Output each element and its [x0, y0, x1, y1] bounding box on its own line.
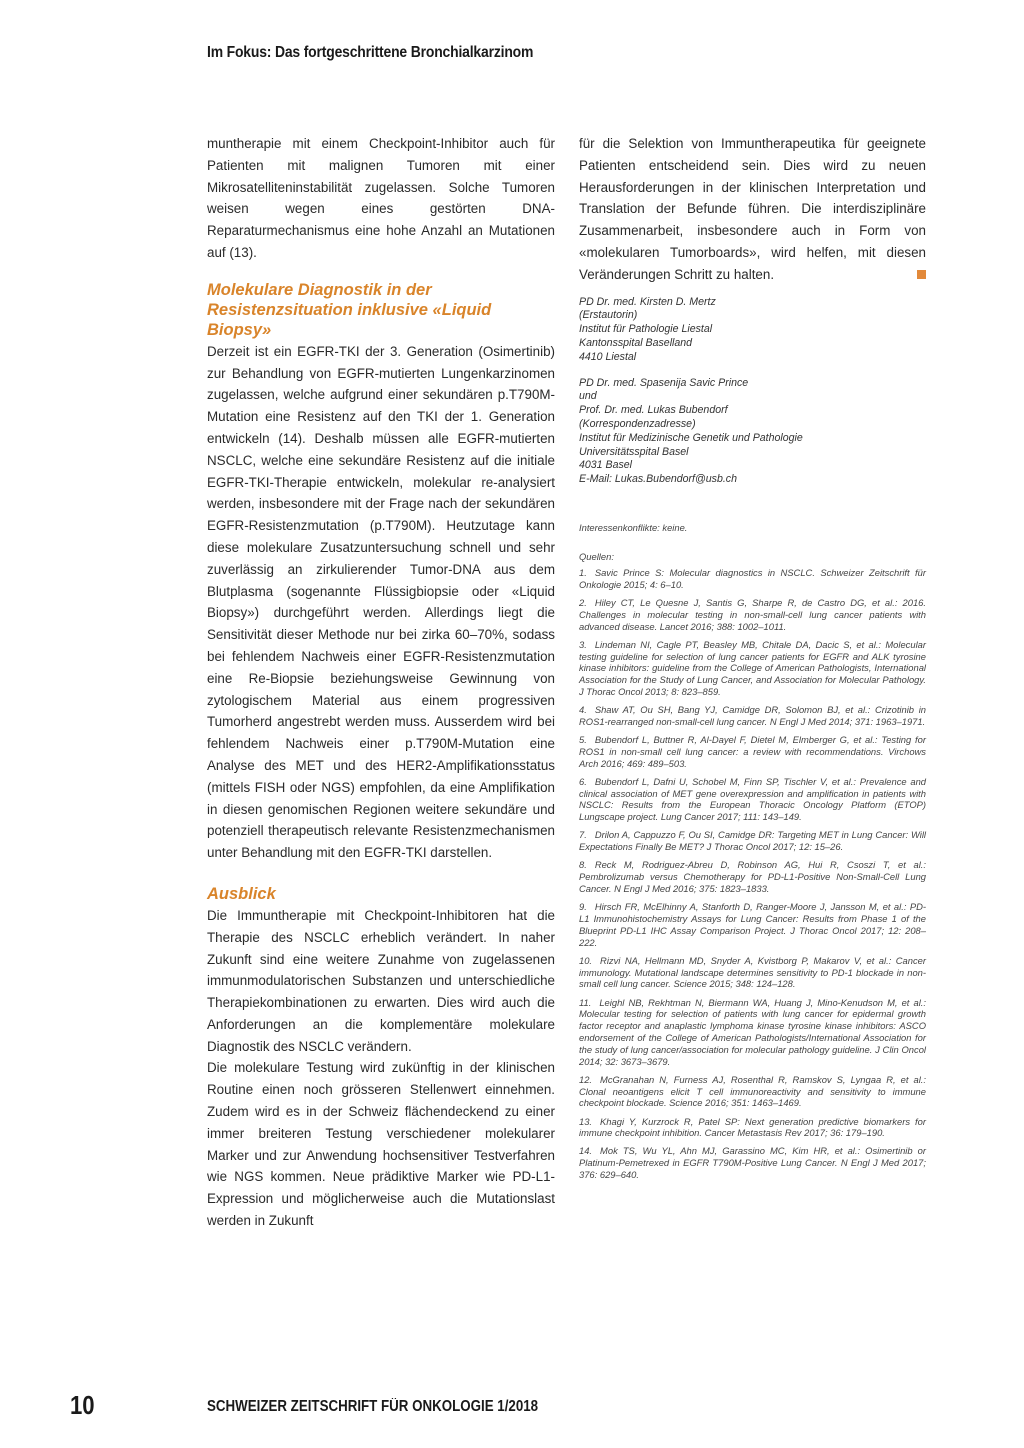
conflict-of-interest: Interessenkonflikte: keine. — [579, 521, 688, 533]
paragraph: Derzeit ist ein EGFR-TKI der 3. Generation (Osimertinib) zur Behandlung von EGFR-mutierten Lungenkarzinomen zugelassen, welche aufgrund einer sekundären p.T790M-Mutation eine Resistenz auf den TKI der 1. Generation entwickeln (14). Deshalb müssen alle EGFR-mutierten NSCLC, welche eine sekundäre Resistenz auf die initiale EGFR-TKI-Therapie entwickeln, molekular re-analysiert werden, insbesondere mit der Frage nach der sekundären EGFR-Resistenzmutation (p.T790M). Heutzutage kann diese molekulare Zusatzuntersuchung schnell und sehr zuverlässig an zirkulierender Tumor-DNA aus dem Blutplasma (sogenannte Flüssigbiopsie oder «Liquid Biopsy») durchgeführt werden. Allerdings liegt die Sensitivität dieser Methode nur bei zirka 60–70%, sodass bei fehlendem Nachweis einer EGFR-Resistenzmutation eine Re-Biopsie beziehungsweise Gewinnung von zytologischem Material aus einem progressiven Tumorherd angestrebt werden muss. Ausserdem wird bei fehlendem Nachweis einer p.T790M-Mutation eine Analyse des MET und des HER2-Amplifikationsstatus (mittels FISH oder NGS) empfohlen, da eine Amplifikation in diesen genomischen Regionen weitere sekundäre und potenziell therapeutisch relevante Resistenzmechanismen unter Behandlung mit den EGFR-TKI darstellen. — [207, 343, 555, 861]
reference-number: 3. — [579, 638, 587, 650]
reference-text: Bubendorf L, Dafni U, Schobel M, Finn SP, Tischler V, et al.: Prevalence and clinical association of MET gene overexpression and amplification in patients with NSCLC: Results from the European Thoracic Oncology Platform (ETOP) Lungscape project. Lung Cancer 2017; 111: 143–149. — [579, 775, 926, 823]
reference-item — [579, 1116, 926, 1140]
reference-number: 12. — [579, 1073, 593, 1085]
reference-number: 7. — [579, 829, 587, 841]
author-line[interactable]: E-Mail: Lukas.Bubendorf@usb.ch — [579, 473, 737, 486]
reference-text: Reck M, Rodriguez-Abreu D, Robinson AG, Hui R, Csoszi T, et al.: Pembrolizumab versus Chemotherapy for PD-L1-Positive Non-Small-Cell Lung Cancer. N Engl J Med 2016; 375: 1823–1833. — [579, 859, 926, 894]
reference-number: 6. — [579, 775, 587, 787]
author-line: Prof. Dr. med. Lukas Bubendorf — [579, 404, 728, 417]
reference-item — [579, 829, 926, 853]
author-line: PD Dr. med. Kirsten D. Mertz — [579, 295, 716, 308]
author-group-2 — [579, 377, 926, 487]
reference-text: Mok TS, Wu YL, Ahn MJ, Garassino MC, Kim HR, et al.: Osimertinib or Platinum-Pemetrexed in EGFR T790M-Positive Lung Cancer. N Engl J Med 2017; 376: 629–640. — [579, 1145, 926, 1181]
author-block — [579, 296, 926, 487]
author-line: 4410 Liestal — [579, 350, 637, 363]
reference-text: Khagi Y, Kurzrock R, Patel SP: Next generation predictive biomarkers for immune checkpoint inhibition. Cancer Metastasis Rev 2017; 36: 179–190. — [579, 1115, 926, 1139]
reference-item — [579, 901, 926, 948]
section-heading-ausblick: Ausblick — [207, 884, 276, 903]
reference-number: 4. — [579, 704, 587, 716]
reference-number: 2. — [579, 596, 587, 608]
reference-item — [579, 734, 926, 769]
paragraph: muntherapie mit einem Checkpoint-Inhibitor auch für Patienten mit malignen Tumoren mit einer Mikrosatelliteninstabilität zugelassen. Solche Tumoren weisen wegen eines gestörten DNA-Reparaturmechanismus eine hohe Anzahl an Mutationen auf (13). — [207, 136, 555, 260]
left-column — [207, 133, 555, 1232]
reference-number: 5. — [579, 734, 587, 746]
reference-item — [579, 955, 926, 990]
section-heading-liquid-biopsy: Molekulare Diagnostik in der Resistenzsituation inklusive «Liquid Biopsy» — [207, 280, 492, 339]
paragraph-end — [579, 133, 926, 286]
paragraph: Die Immuntherapie mit Checkpoint-Inhibitoren hat die Therapie des NSCLC erheblich verändert. In naher Zukunft sind eine weitere Zunahme von zugelassenen immunmodulatorischen Substanzen und unterschiedliche Therapiekombinationen zu erwarten. Dies wird auch die Anforderungen an die komplementäre molekulare Diagnostik des NSCLC verändern. — [207, 907, 555, 1054]
running-title: Im Fokus: Das fortgeschrittene Bronchialkarzinom — [207, 44, 534, 61]
reference-item — [579, 1074, 926, 1109]
reference-item — [579, 704, 926, 728]
reference-text: Drilon A, Cappuzzo F, Ou SI, Camidge DR: Targeting MET in Lung Cancer: Will Expectations Finally Be MET? J Thorac Oncol 2017; 12: 15–26. — [579, 829, 926, 853]
references-list — [579, 567, 926, 1181]
journal-title: SCHWEIZER ZEITSCHRIFT FÜR ONKOLOGIE 1/2018 — [207, 1398, 539, 1415]
reference-item — [579, 997, 926, 1068]
reference-item — [579, 597, 926, 632]
references-title: Quellen: — [579, 550, 614, 562]
reference-item — [579, 567, 926, 591]
reference-text: Rizvi NA, Hellmann MD, Snyder A, Kvistborg P, Makarov V, et al.: Cancer immunology. Mutational landscape determines sensitivity to PD-1 blockade in non-small cell lung cancer. Science 2015; 348: 124–128. — [579, 954, 926, 990]
reference-number: 13. — [579, 1115, 593, 1127]
reference-text: Hirsch FR, McElhinny A, Stanforth D, Ranger-Moore J, Jansson M, et al.: PD-L1 Immunohistochemistry Assays for Lung Cancer: Results from Phase 1 of the Blueprint PD-L1 IHC Assay Comparison Project. J Thorac Oncol 2017; 12: 208–222. — [579, 901, 926, 948]
reference-text: Savic Prince S: Molecular diagnostics in NSCLC. Schweizer Zeitschrift für Onkologie 2015; 4: 6–10. — [579, 566, 926, 590]
end-of-article-square-icon — [917, 270, 926, 279]
right-column — [579, 133, 926, 1187]
author-line: und — [579, 390, 597, 403]
reference-number: 10. — [579, 954, 593, 966]
reference-text: Bubendorf L, Buttner R, Al-Dayel F, Dietel M, Elmberger G, et al.: Testing for ROS1 in non-small cell lung cancer: a review with recommendations. Virchows Arch 2016; 469: 489–503. — [579, 734, 926, 769]
reference-item — [579, 639, 926, 698]
author-group-1 — [579, 296, 926, 365]
author-line: Institut für Pathologie Liestal — [579, 323, 713, 336]
reference-text: Lindeman NI, Cagle PT, Beasley MB, Chitale DA, Dacic S, et al.: Molecular testing guideline for selection of lung cancer patients for EGFR and ALK tyrosine kinase inhibitors: guideline from the College of American Pathologists, International Association for the Study of Lung Cancer, and Association for Molecular Pathology. J Thorac Oncol 2013; 8: 823–859. — [579, 638, 926, 697]
reference-text: Leighl NB, Rekhtman N, Biermann WA, Huang J, Mino-Kenudson M, et al.: Molecular testing for selection of patients with lung cancer for epidermal growth factor receptor and anaplastic lymphoma kinase tyrosine kinase inhibitors: ASCO endorsement of the College of American Pathologists/International Association for the study of lung cancer/association for molecular pathology guideline. J Clin Oncol 2014; 32: 3673–3679. — [579, 996, 926, 1067]
author-line: 4031 Basel — [579, 459, 633, 472]
paragraph: Die molekulare Testung wird zukünftig in der klinischen Routine einen noch grösseren Stellenwert einnehmen. Zudem wird es in der Schweiz flächendeckend zu einer immer breiteren Testung verschiedener molekularer Marker und zur Anwendung hochsensitiver Testverfahren wie NGS kommen. Neue prädiktive Marker wie PD-L1-Expression und möglicherweise auch die Mutationslast werden in Zukunft — [207, 1060, 555, 1229]
reference-number: 14. — [579, 1145, 593, 1157]
author-line: Universitätsspital Basel — [579, 445, 689, 458]
reference-number: 11. — [579, 996, 592, 1008]
page-number: 10 — [70, 1390, 95, 1420]
reference-text: Hiley CT, Le Quesne J, Santis G, Sharpe R, de Castro DG, et al.: 2016. Challenges in molecular testing in non-small-cell lung cancer patients with advanced disease. Lancet 2016; 388: 1002–1011. — [579, 596, 926, 632]
author-line: PD Dr. med. Spasenija Savic Prince — [579, 376, 749, 389]
reference-item — [579, 1145, 926, 1180]
reference-item — [579, 776, 926, 823]
reference-number: 8. — [579, 859, 587, 871]
author-line: (Korrespondenzadresse) — [579, 417, 696, 430]
author-line: Kantonsspital Baselland — [579, 336, 693, 349]
paragraph-text: für die Selektion von Immuntherapeutika für geeignete Patienten entscheidend sein. Dies wird zu neuen Herausforderungen in der klinischen Interpretation und Translation der Befunde führen. Die interdisziplinäre Zusammenarbeit, insbesondere auch in Form von «molekularen Tumorboards», wird helfen, mit diesen Veränderungen Schritt zu halten. — [579, 136, 926, 282]
author-line: Institut für Medizinische Genetik und Pathologie — [579, 431, 803, 444]
author-line: (Erstautorin) — [579, 309, 638, 322]
reference-text: Shaw AT, Ou SH, Bang YJ, Camidge DR, Solomon BJ, et al.: Crizotinib in ROS1-rearranged non-small-cell lung cancer. N Engl J Med 2014; 371: 1963–1971. — [579, 704, 926, 727]
reference-item — [579, 859, 926, 894]
reference-number: 1. — [579, 566, 587, 578]
reference-text: McGranahan N, Furness AJ, Rosenthal R, Ramskov S, Lyngaa R, et al.: Clonal neoantigens elicit T cell immunoreactivity and sensitivity to immune checkpoint blockade. Science 2016; 351: 1463–1469. — [579, 1073, 926, 1109]
reference-number: 9. — [579, 901, 587, 913]
